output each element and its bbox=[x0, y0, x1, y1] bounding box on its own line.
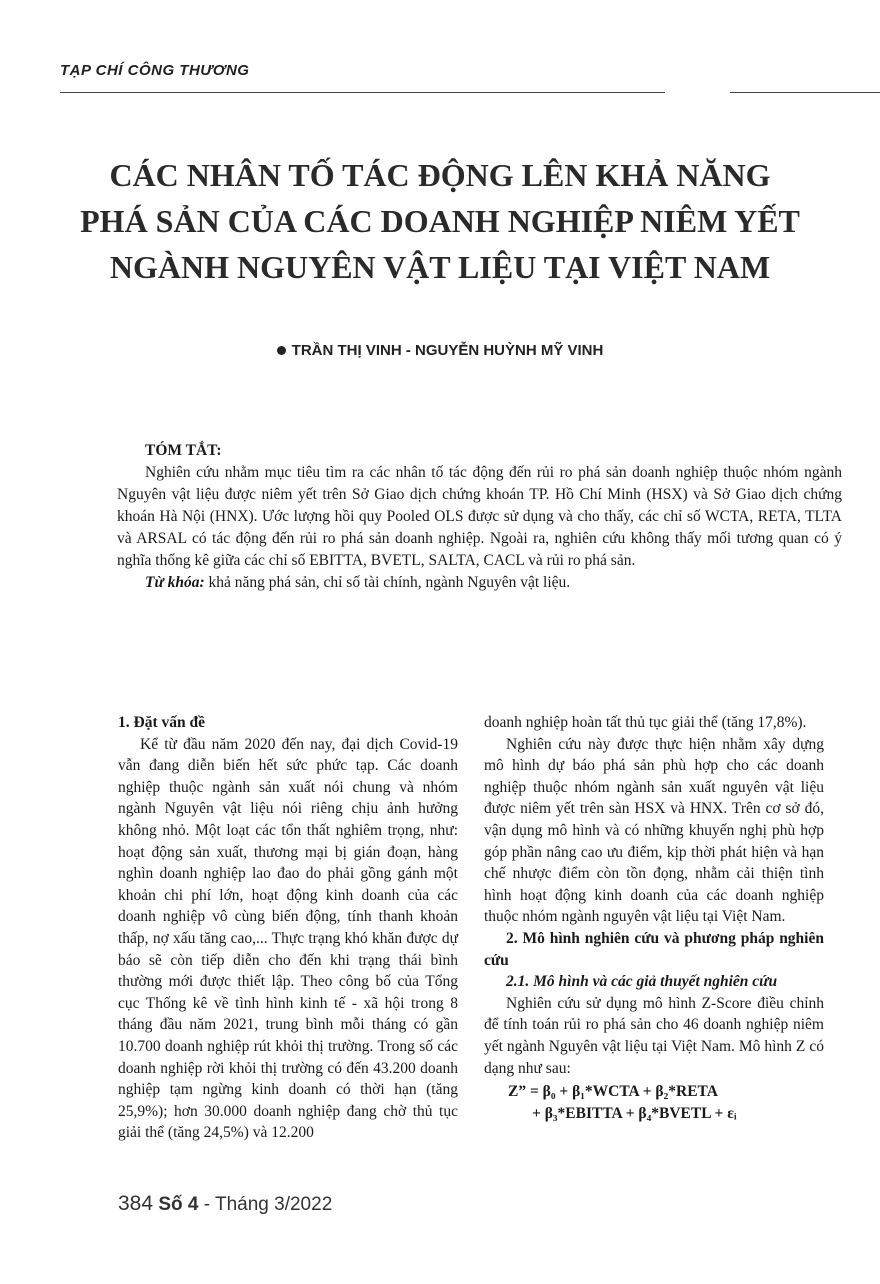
title-line-2: PHÁ SẢN CỦA CÁC DOANH NGHIỆP NIÊM YẾT bbox=[80, 203, 800, 239]
section-2-heading: 2. Mô hình nghiên cứu và phương pháp nghiên cứu bbox=[484, 929, 824, 969]
title-line-1: CÁC NHÂN TỐ TÁC ĐỘNG LÊN KHẢ NĂNG bbox=[109, 157, 771, 193]
keywords-text: khả năng phá sản, chỉ số tài chính, ngành Nguyên vật liệu. bbox=[204, 574, 571, 591]
right-column bbox=[484, 712, 824, 1124]
continuation-text: doanh nghiệp hoàn tất thủ tục giải thể (tăng 17,8%). bbox=[484, 714, 807, 731]
paragraph-2: Nghiên cứu này được thực hiện nhằm xây dựng mô hình dự báo phá sản phù hợp cho các doanh nghiệp thuộc nhóm ngành sản xuất nguyên vật liệu được niêm yết trên sàn HSX và HNX. Trên cơ sở đó, vận dụng mô hình và có những khuyến nghị phù hợp góp phần nâng cao ưu điểm, kịp thời phát hiện và hạn chế nhược điểm còn tồn đọng, nhằm cải thiện tình hình hoạt động kinh doanh của các doanh nghiệp thuộc nhóm ngành nguyên vật liệu tại Việt Nam. bbox=[484, 735, 824, 926]
paragraph-3: Nghiên cứu sử dụng mô hình Z-Score điều chỉnh để tính toán rủi ro phá sản cho 46 doanh nghiệp niêm yết ngành Nguyên vật liệu tại Việt Nam. Mô hình Z có dạng như sau: bbox=[484, 994, 824, 1077]
article-title bbox=[40, 152, 840, 290]
subsection-2-1-heading: 2.1. Mô hình và các giả thuyết nghiên cứu bbox=[506, 973, 778, 991]
page-footer bbox=[118, 1192, 332, 1216]
section-1-heading: 1. Đặt vấn đề bbox=[118, 714, 205, 731]
page-number: 384 bbox=[118, 1192, 154, 1215]
issue-number: Số 4 bbox=[158, 1194, 199, 1215]
header-rule bbox=[60, 92, 665, 93]
keywords-label: Từ khóa: bbox=[145, 574, 205, 591]
left-column bbox=[118, 712, 458, 1144]
formula-line-1: Z” = β₀ + β₁*WCTA + β₂*RETA bbox=[508, 1083, 718, 1101]
authors: TRẦN THỊ VINH - NGUYỄN HUỲNH MỸ VINH bbox=[291, 342, 604, 359]
issue-date: - Tháng 3/2022 bbox=[203, 1194, 333, 1215]
abstract bbox=[117, 440, 842, 594]
z-score-formula bbox=[484, 1081, 824, 1124]
journal-header: TẠP CHÍ CÔNG THƯƠNG bbox=[60, 62, 250, 79]
abstract-text: Nghiên cứu nhằm mục tiêu tìm ra các nhân tố tác động đến rủi ro phá sản doanh nghiệp thuộc nhóm ngành Nguyên vật liệu được niêm yết trên Sở Giao dịch chứng khoán TP. Hồ Chí Minh (HSX) và Sở Giao dịch chứng khoán Hà Nội (HNX). Ước lượng hồi quy Pooled OLS được sử dụng và cho thấy, các chỉ số WCTA, RETA, TLTA và ARSAL có tác động đến rủi ro phá sản doanh nghiệp. Ngoài ra, nghiên cứu không thấy mối tương quan có ý nghĩa thống kê giữa các chỉ số EBITTA, BVETL, SALTA, CACL và rủi ro phá sản. bbox=[117, 464, 842, 569]
author-line bbox=[0, 342, 880, 359]
header-rule-right bbox=[730, 92, 880, 93]
bullet-icon bbox=[277, 346, 286, 355]
keywords bbox=[145, 572, 842, 594]
formula-line-2: + β₃*EBITTA + β₄*BVETL + εᵢ bbox=[532, 1104, 737, 1122]
section-1-text: Kể từ đầu năm 2020 đến nay, đại dịch Covid-19 vẫn đang diễn biến hết sức phức tạp. Các doanh nghiệp thuộc ngành sản xuất nói chung và nhóm ngành Nguyên vật liệu nói riêng chịu ảnh hưởng không nhỏ. Một loạt các tổn thất nghiêm trọng, như: hoạt động sản xuất, thương mại bị gián đoạn, hàng nghìn doanh nghiệp lao đao do phải gồng gánh một khoản chi phí lớn, hoạt động kinh doanh của các doanh nghiệp vô cùng biến động, tính thanh khoản thấp, nợ xấu tăng cao,... Thực trạng khó khăn được dự báo sẽ còn tiếp diễn cho đến khi trạng thái bình thường mới được thiết lập. Theo công bố của Tổng cục Thống kê về tình hình kinh tế - xã hội trong 8 tháng đầu năm 2021, trung bình mỗi tháng có gần 10.700 doanh nghiệp rút khỏi thị trường. Trong số các doanh nghiệp rời khỏi thị trường có đến 43.200 doanh nghiệp tạm ngừng kinh doanh có thời hạn (tăng 25,9%); hơn 30.000 doanh nghiệp đang chờ thủ tục giải thể (tăng 24,5%) và 12.200 bbox=[118, 735, 458, 1142]
abstract-heading: TÓM TẮT: bbox=[145, 442, 222, 459]
title-line-3: NGÀNH NGUYÊN VẬT LIỆU TẠI VIỆT NAM bbox=[109, 249, 771, 285]
